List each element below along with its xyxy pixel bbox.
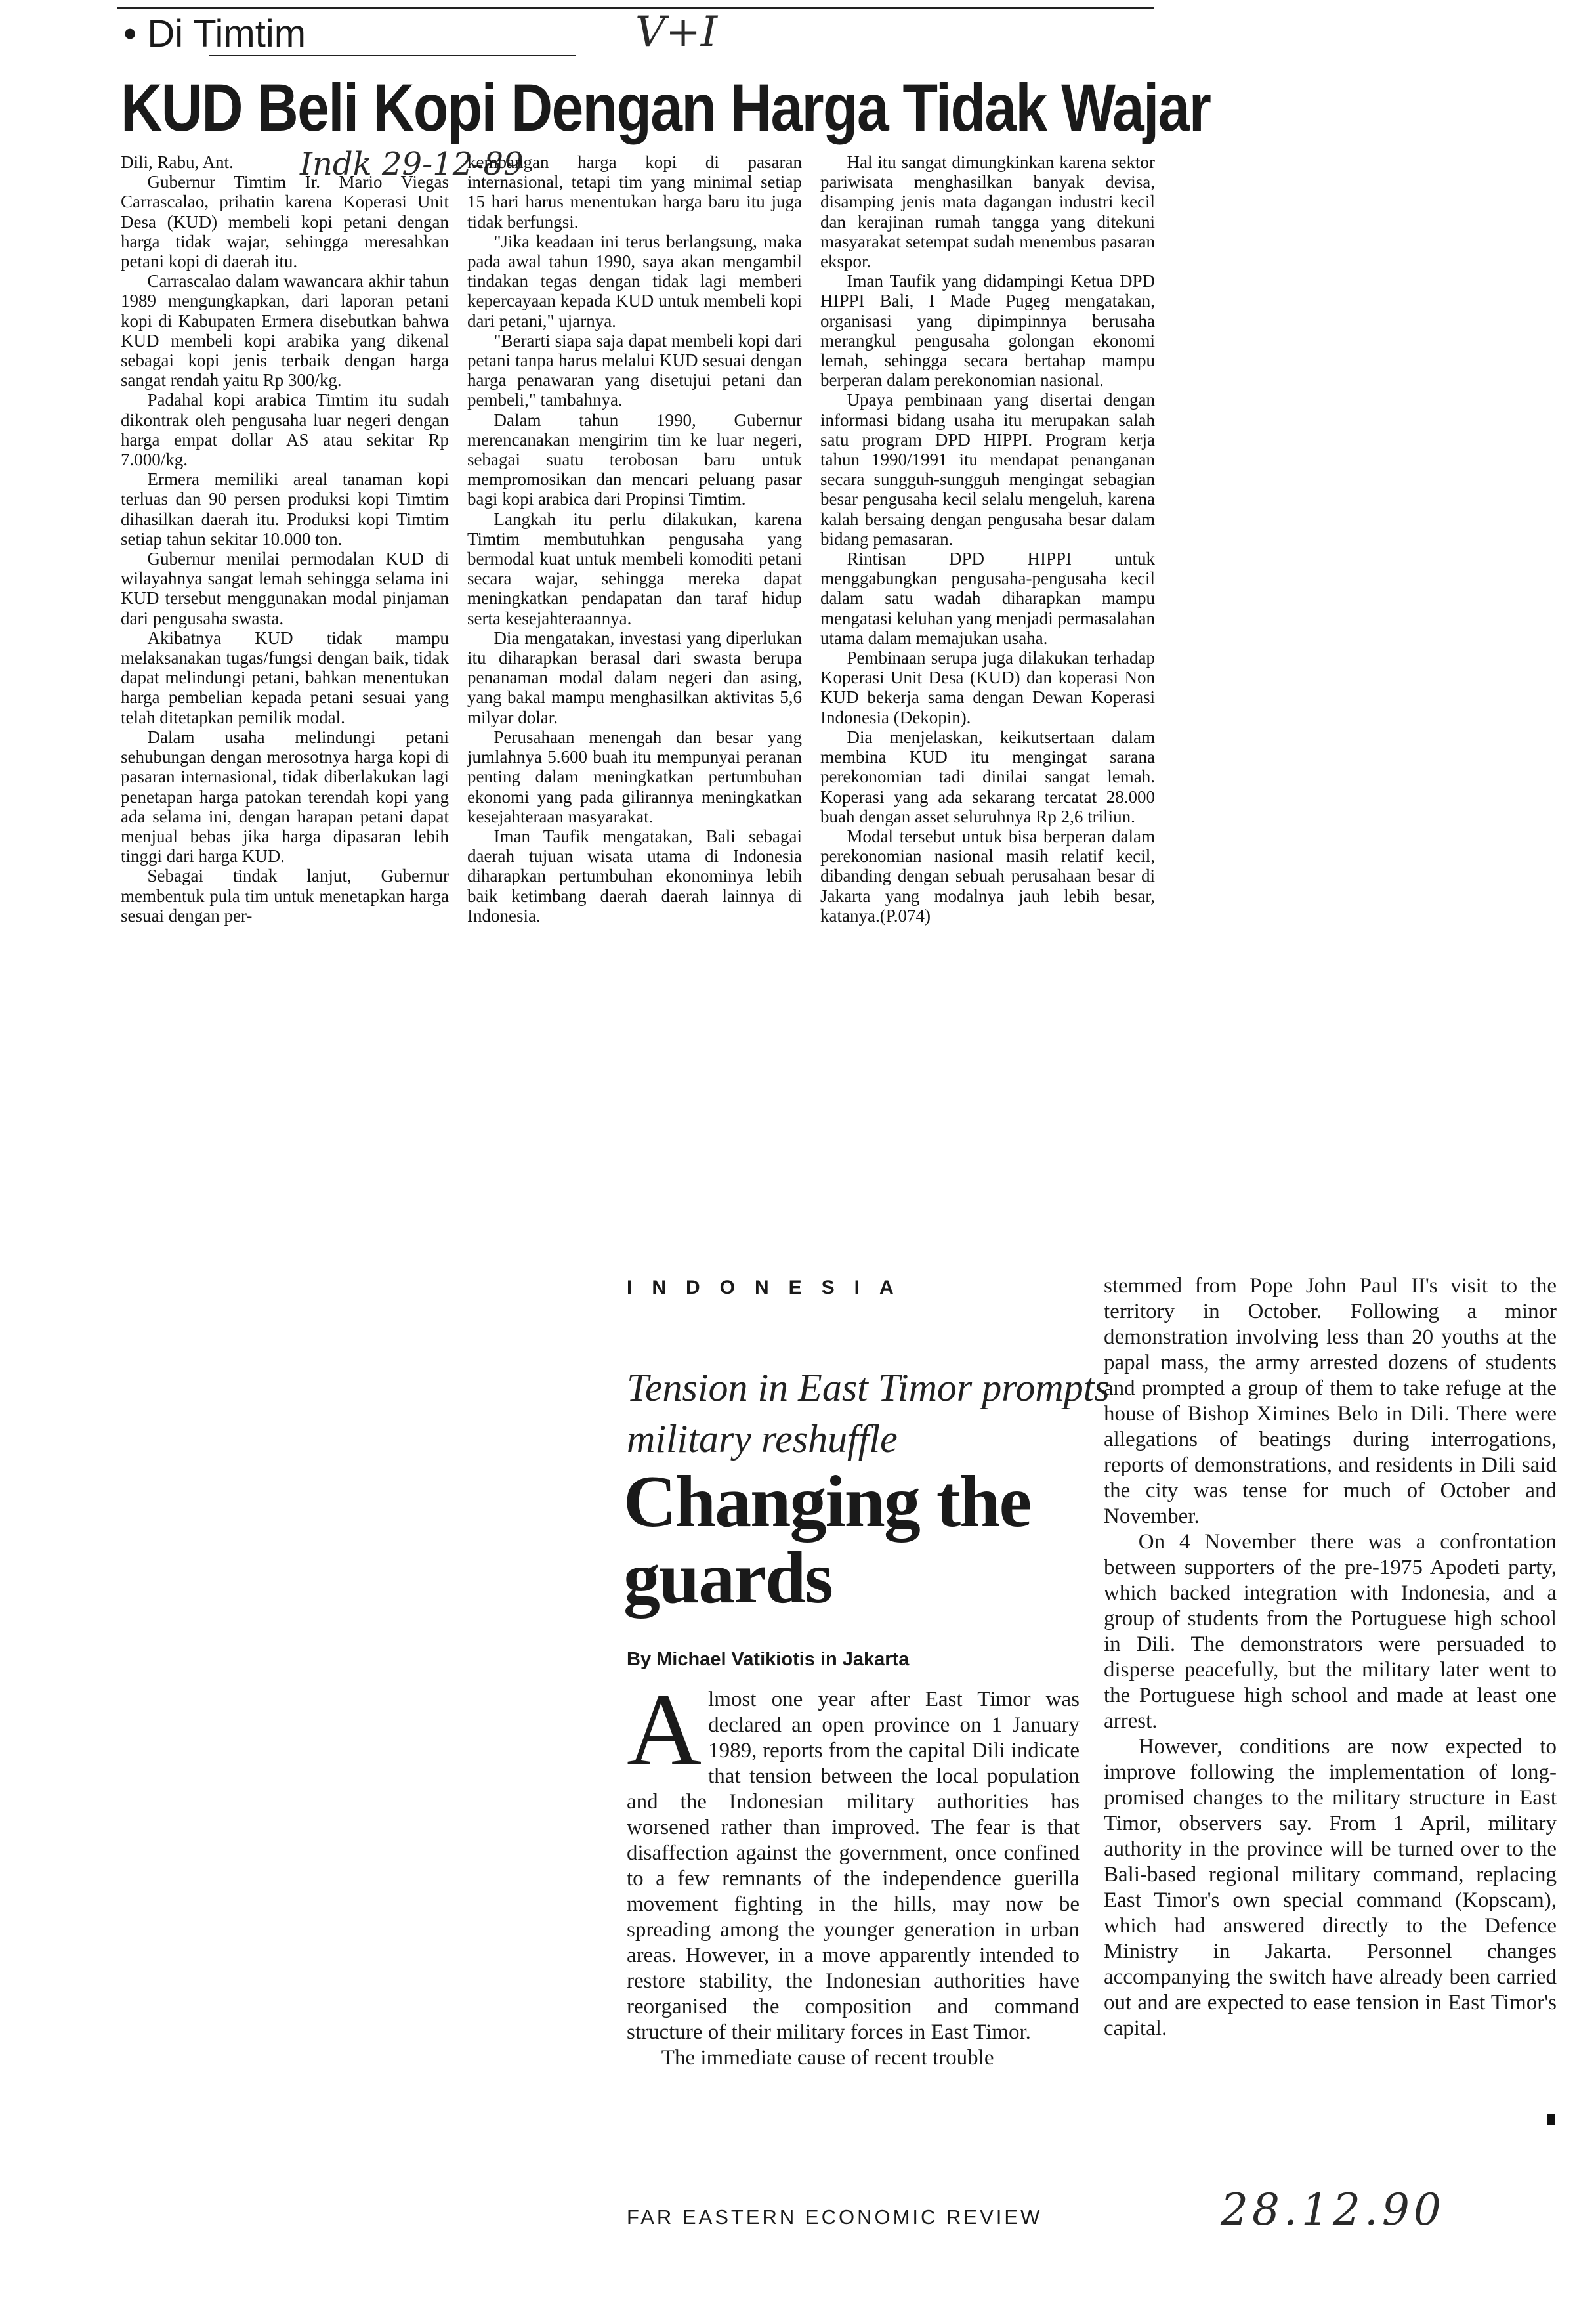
paragraph: Rintisan DPD HIPPI untuk menggabungkan pengusaha-pengusaha kecil dalam satu wadah diharapkan mampu mengatasi keluhan yang menjadi permasalahan utama dalam memajukan usaha. [820, 549, 1155, 648]
paragraph: Modal tersebut untuk bisa berperan dalam perekonomian nasional masih relatif kecil, dibanding dengan sebuah perusahaan besar di Jakarta yang modalnya jauh lebih besar, katanya.(P.074) [820, 826, 1155, 926]
article-column-2 [467, 152, 802, 926]
end-mark [1547, 2114, 1555, 2125]
handwritten-date: Indk 29-12-89 [300, 146, 524, 182]
paragraph: Padahal kopi arabica Timtim itu sudah dikontrak oleh pengusaha luar negeri dengan harga empat dollar AS atau sekitar Rp 7.000/kg. [121, 390, 449, 470]
article-column-1 [121, 152, 449, 926]
paragraph: However, conditions are now expected to improve following the implementation of long-promised changes to the military structure in East Timor, observers say. From 1 April, military authority in the province will be turned over to the Bali-based regional military command, replacing East Timor's own special command (Kopscam), which had answered directly to the Defence Ministry in Jakarta. Personnel changes accompanying the switch have already been carried out and are expected to ease tension in East Timor's capital. [1104, 1735, 1557, 2040]
article-deck: Tension in East Timor prompts military reshuffle [627, 1366, 1110, 1461]
rubric-rule [209, 55, 576, 56]
handwritten-date: 28.12.90 [1221, 2185, 1445, 2235]
paragraph: Gubernur menilai permodalan KUD di wilayahnya sangat lemah sehingga selama ini KUD tersebut menggunakan modal pinjaman dari pengusaha swasta. [121, 549, 449, 628]
paragraph: Dalam tahun 1990, Gubernur merencanakan mengirim tim ke luar negeri, sebagai suatu terobosan baru untuk mempromosikan dan mencari peluang pasar bagi kopi arabica dari Propinsi Timtim. [467, 410, 802, 509]
paragraph: Dia mengatakan, investasi yang diperlukan itu diharapkan berasal dari swasta berupa penanaman modal dalam negeri dan asing, yang bakal mampu menghasilkan aktivitas 5,6 milyar dolar. [467, 628, 802, 727]
article-column-en-1 [627, 1673, 1080, 2071]
paragraph: Akibatnya KUD tidak mampu melaksanakan tugas/fungsi dengan baik, tidak dapat melindungi petani, bahkan menentukan harga pembelian kepada petani sesuai yang telah ditetapkan pemilik modal. [121, 628, 449, 727]
paragraph: Almost one year after East Timor was declared an open province on 1 January 1989, reports from the capital Dili indicate that tension between the local population and the Indonesian military authorities has worsened rather than improved. The fear is that disaffection against the government, once confined to a few remnants of the independence guerilla movement fighting in the hills, may now be spreading among the younger generation in urban areas. However, in a move apparently intended to restore stability, the Indonesian authorities have reorganised the composition and command structure of their military forces in East Timor. [627, 1673, 1080, 2044]
paragraph: stemmed from Pope John Paul II's visit to the territory in October. Following a minor demonstration involving less than 20 youths at the papal mass, the army arrested dozens of students and prompted a group of them to take refuge at the house of Bishop Ximines Belo in Dili. There were allegations of beatings during interrogations, reports of demonstrations, and residents in Dili said the city was tense for much of October and November. [1104, 1274, 1557, 1528]
section-kicker: INDONESIA [627, 1277, 914, 1298]
paragraph: Iman Taufik mengatakan, Bali sebagai daerah tujuan wisata utama di Indonesia diharapkan pertumbuhan ekonominya lebih baik ketimbang daerah daerah lainnya di Indonesia. [467, 826, 802, 926]
paragraph: The immediate cause of recent trouble [661, 2046, 994, 2070]
paragraph: kembangan harga kopi di pasaran internasional, tetapi tim yang minimal setiap 15 hari harus menentukan harga baru itu juga tidak berfungsi. [467, 152, 802, 232]
paragraph: "Berarti siapa saja dapat membeli kopi dari petani tanpa harus melalui KUD sesuai dengan harga penawaran yang disetujui petani dan pembeli," tambahnya. [467, 330, 802, 410]
paragraph: "Jika keadaan ini terus berlangsung, maka pada awal tahun 1990, saya akan mengambil tindakan tegas dengan tidak lagi memberi kepercayaan kepada KUD untuk membeli kopi dari petani," ujarnya. [467, 231, 802, 331]
article-column-3 [820, 152, 1155, 926]
dateline: Dili, Rabu, Ant. [121, 152, 234, 172]
headline: KUD Beli Kopi Dengan Harga Tidak Wajar [121, 70, 1211, 145]
paragraph: Hal itu sangat dimungkinkan karena sektor pariwisata menghasilkan banyak devisa, disamping jenis mata dagangan industri kecil dan kerajinan rumah tangga yang ditekuni masyarakat setempat sudah menembus pasaran ekspor. [820, 152, 1155, 272]
paragraph: Iman Taufik yang didampingi Ketua DPD HIPPI Bali, I Made Pugeg mengatakan, organisasi yang dipimpinnya berusaha merangkul pengusaha golongan ekonomi lemah, sehingga secara bertahap mampu berperan dalam perekonomian nasional. [820, 271, 1155, 391]
paragraph: Sebagai tindak lanjut, Gubernur membentuk pula tim untuk menetapkan harga sesuai dengan per- [121, 866, 449, 926]
drop-cap: A [627, 1673, 702, 1787]
article-title: Changing the guards [623, 1461, 1031, 1619]
paragraph: Carrascalao dalam wawancara akhir tahun 1989 mengungkapkan, dari laporan petani kopi di Kabupaten Ermera disebutkan bahwa KUD membeli kopi arabika yang dikenal sebagai kopi jenis terbaik dengan harga sangat rendah yaitu Rp 300/kg. [121, 271, 449, 391]
paragraph: Dalam usaha melindungi petani sehubungan dengan merosotnya harga kopi di pasaran internasional, tidak diberlakukan lagi penetapan harga patokan terendah kopi yang ada selama ini, dengan harapan petani dapat menjual bebas jika harga dipasaran lebih tinggi dari harga KUD. [121, 727, 449, 866]
paragraph: Dia menjelaskan, keikutsertaan dalam membina KUD itu mengingat sarana perekonomian tadi dinilai sangat lemah. Koperasi yang ada sekarang tercatat 28.000 buah dengan asset seluruhnya Rp 2,6 triliun. [820, 727, 1155, 826]
publication-footer: FAR EASTERN ECONOMIC REVIEW [627, 2206, 1043, 2229]
handwritten-annotation: V+I [635, 8, 718, 56]
article-column-en-2 [1104, 1273, 1557, 2041]
paragraph: Upaya pembinaan yang disertai dengan informasi bidang usaha itu merupakan salah satu program DPD HIPPI. Program kerja tahun 1990/1991 itu mendapat penanganan secara sungguh-sungguh mengingat sebagian besar pengusaha kecil selalu mengeluh, karena kalah bersaing dengan pengusaha besar dalam bidang pemasaran. [820, 390, 1155, 549]
paragraph: Pembinaan serupa juga dilakukan terhadap Koperasi Unit Desa (KUD) dan koperasi Non KUD bekerja sama dengan Dewan Koperasi Indonesia (Dekopin). [820, 648, 1155, 727]
byline: By Michael Vatikiotis in Jakarta [627, 1649, 910, 1670]
section-rubric: • Di Timtim [123, 12, 306, 55]
paragraph: Ermera memiliki areal tanaman kopi terluas dan 90 persen produksi kopi Timtim dihasilkan daerah itu. Produksi kopi Timtim setiap tahun sekitar 10.000 ton. [121, 469, 449, 549]
paragraph: On 4 November there was a confrontation between supporters of the pre-1975 Apodeti party, which backed integration with Indonesia, and a group of students from the Portuguese high school in Dili. The demonstrators were persuaded to disperse peacefully, but the military later went to the Portuguese high school and made at least one arrest. [1104, 1530, 1557, 1733]
paragraph: Langkah itu perlu dilakukan, karena Timtim membutuhkan pengusaha yang bermodal kuat untuk membeli komoditi petani secara wajar, sehingga mereka dapat meningkatkan pendapatan dan taraf hidup serta kesejahteraannya. [467, 509, 802, 628]
paragraph: Perusahaan menengah dan besar yang jumlahnya 5.600 buah itu mempunyai peranan penting dalam meningkatkan pertumbuhan ekonomi yang pada gilirannya meningkatkan kesejahteraan masyarakat. [467, 727, 802, 826]
paragraph: Gubernur Timtim Ir. Mario Viegas Carrascalao, prihatin karena Koperasi Unit Desa (KUD) membeli kopi petani dengan harga tidak wajar, sehingga meresahkan petani kopi di daerah itu. [121, 172, 449, 272]
